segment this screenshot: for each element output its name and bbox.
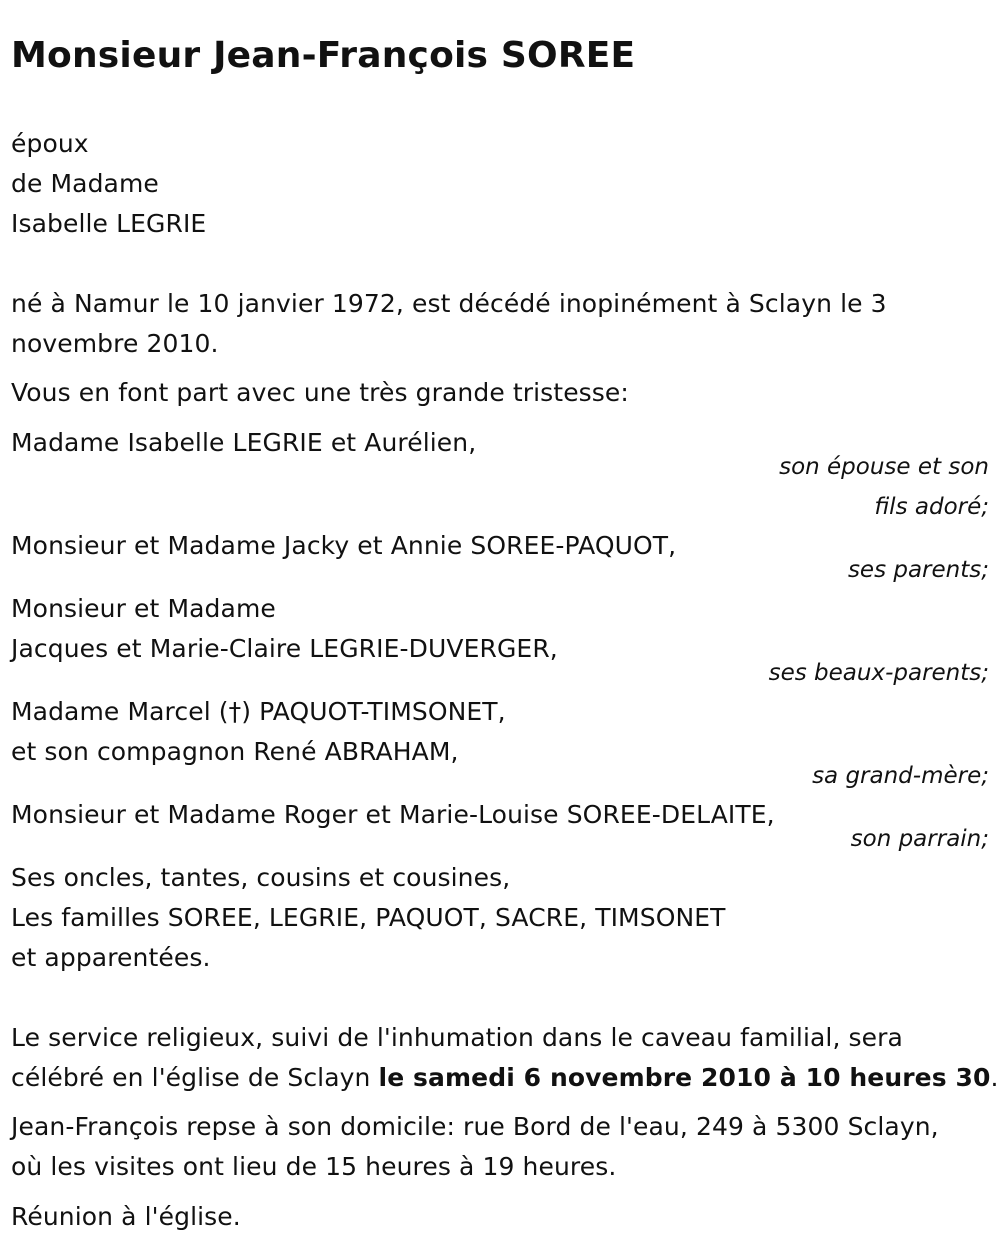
family-wife-son: Madame Isabelle LEGRIE et Aurélien, xyxy=(11,428,477,457)
service-location: célébré en l'église de Sclayn xyxy=(11,1063,379,1092)
family-grandmother-role: sa grand-mère; xyxy=(812,763,989,789)
birth-death-line-2: novembre 2010. xyxy=(11,329,219,358)
visit-line-1: Jean-François repse à son domicile: rue Bord de l'eau, 249 à 5300 Sclayn, xyxy=(11,1112,939,1141)
family-others-3: et apparentées. xyxy=(11,943,211,972)
meeting-note: Réunion à l'église. xyxy=(11,1202,241,1231)
service-date-time: le samedi 6 novembre 2010 à 10 heures 30 xyxy=(378,1063,991,1092)
service-period: . xyxy=(990,1063,999,1092)
family-wife-son-role-1: son épouse et son xyxy=(779,454,989,480)
spouse-line-1: époux xyxy=(11,129,89,158)
family-godfather-role: son parrain; xyxy=(850,826,989,852)
family-others-2: Les familles SOREE, LEGRIE, PAQUOT, SACRE, TIMSONET xyxy=(11,903,726,932)
family-inlaws-2: Jacques et Marie-Claire LEGRIE-DUVERGER, xyxy=(11,634,558,663)
service-line-2 xyxy=(11,1058,999,1098)
family-parents-role: ses parents; xyxy=(847,557,989,583)
family-grandmother-2: et son compagnon René ABRAHAM, xyxy=(11,737,459,766)
spouse-line-2: de Madame xyxy=(11,169,159,198)
spouse-line-3: Isabelle LEGRIE xyxy=(11,209,207,238)
family-wife-son-role-2: fils adoré; xyxy=(874,494,989,520)
family-others-1: Ses oncles, tantes, cousins et cousines, xyxy=(11,863,511,892)
visit-line-2: où les visites ont lieu de 15 heures à 19 heures. xyxy=(11,1152,617,1181)
page-title: Monsieur Jean-François SOREE xyxy=(11,35,636,76)
service-line-1: Le service religieux, suivi de l'inhumation dans le caveau familial, sera xyxy=(11,1023,903,1052)
family-godfather: Monsieur et Madame Roger et Marie-Louise SOREE-DELAITE, xyxy=(11,800,775,829)
family-inlaws-role: ses beaux-parents; xyxy=(768,660,989,686)
announcement: Vous en font part avec une très grande tristesse: xyxy=(11,378,629,407)
family-parents: Monsieur et Madame Jacky et Annie SOREE-PAQUOT, xyxy=(11,531,677,560)
birth-death-line-1: né à Namur le 10 janvier 1972, est décédé inopinément à Sclayn le 3 xyxy=(11,289,887,318)
family-grandmother-1: Madame Marcel (†) PAQUOT-TIMSONET, xyxy=(11,697,506,726)
family-inlaws-1: Monsieur et Madame xyxy=(11,594,276,623)
